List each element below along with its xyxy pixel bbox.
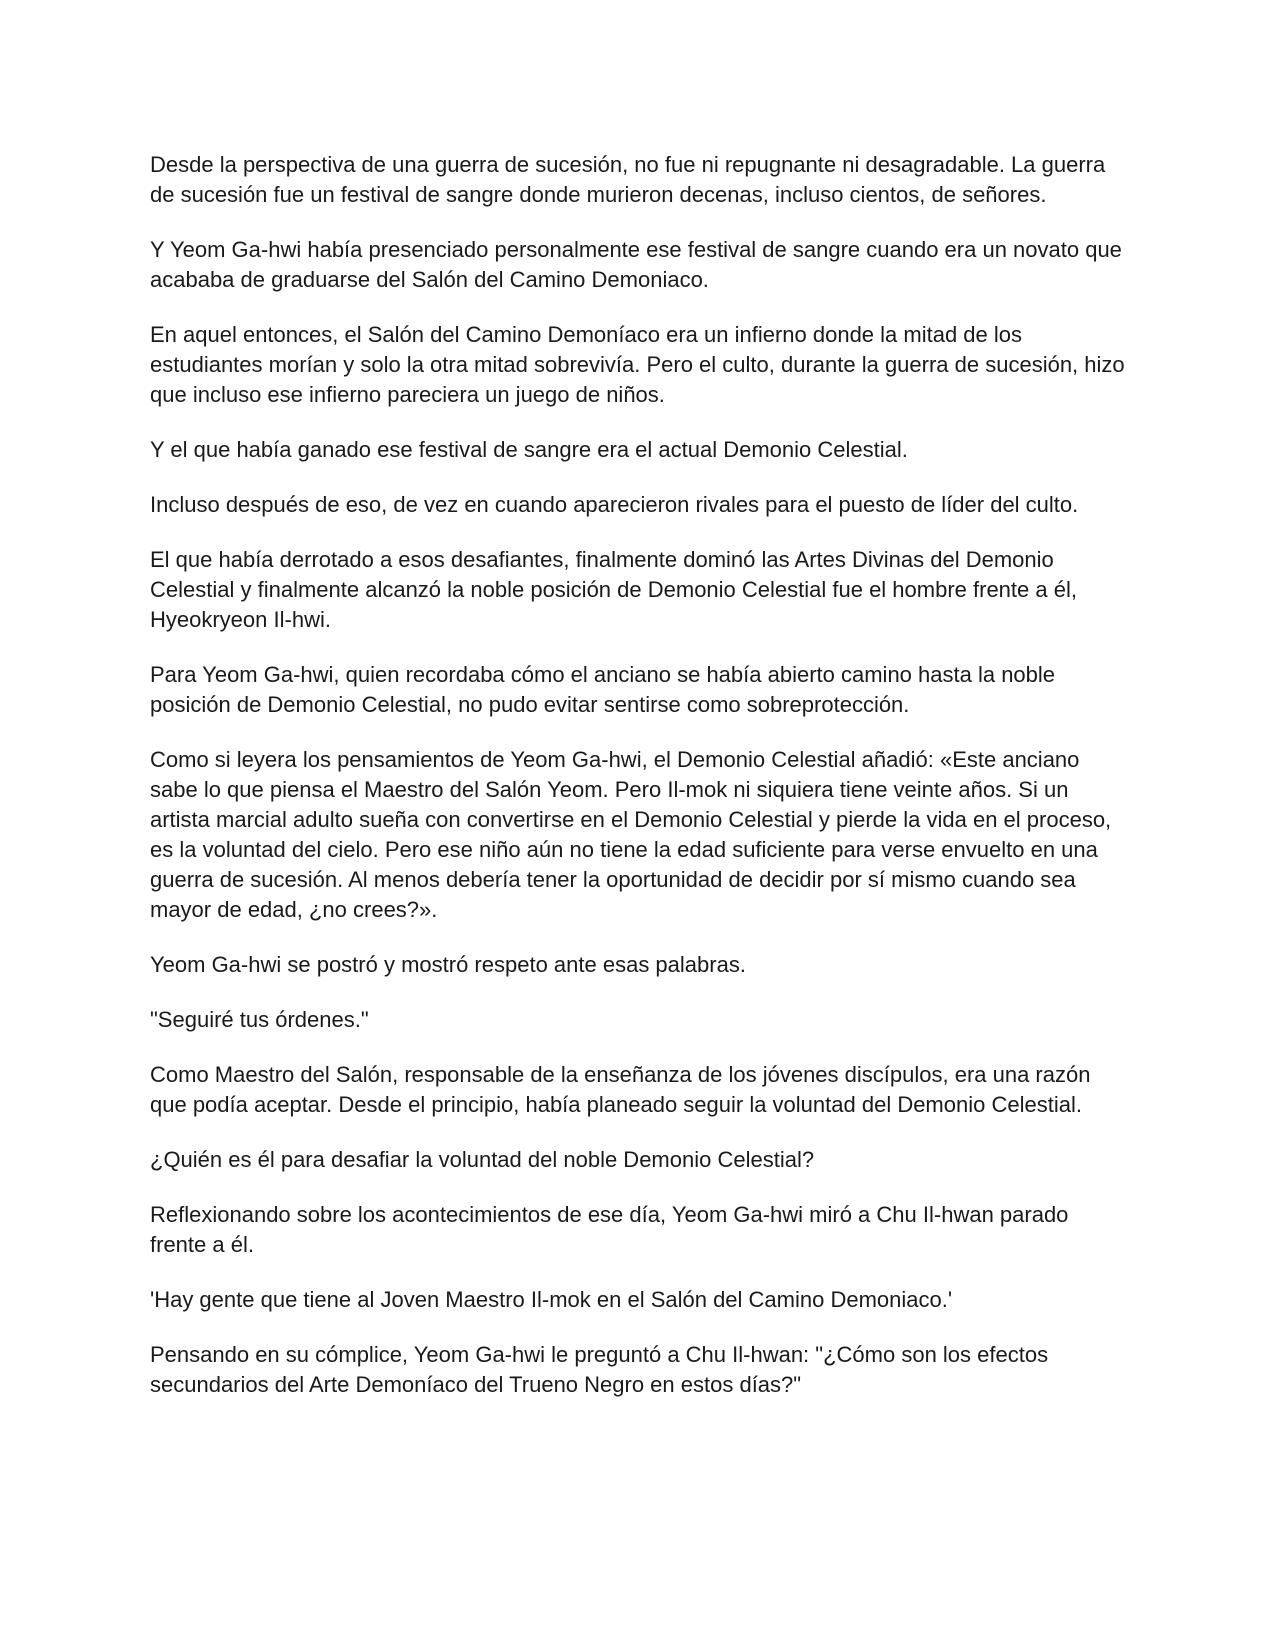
paragraph: Reflexionando sobre los acontecimientos de ese día, Yeom Ga-hwi miró a Chu Il-hwan parado frente a él. (150, 1202, 1069, 1257)
paragraph: Como Maestro del Salón, responsable de la enseñanza de los jóvenes discípulos, era una razón que podía aceptar. Desde el principio, había planeado seguir la voluntad del Demonio Celestial. (150, 1062, 1091, 1117)
paragraph: Yeom Ga-hwi se postró y mostró respeto ante esas palabras. (150, 952, 746, 977)
paragraph: Incluso después de eso, de vez en cuando aparecieron rivales para el puesto de líder del culto. (150, 492, 1079, 517)
paragraph: El que había derrotado a esos desafiantes, finalmente dominó las Artes Divinas del Demonio Celestial y finalmente alcanzó la noble posición de Demonio Celestial fue el hombre frente a él, Hyeokryeon Il-hwi. (150, 547, 1077, 632)
paragraph: Desde la perspectiva de una guerra de sucesión, no fue ni repugnante ni desagradable. La guerra de sucesión fue un festival de sangre donde murieron decenas, incluso cientos, de señores. (150, 152, 1106, 207)
paragraph: Y el que había ganado ese festival de sangre era el actual Demonio Celestial. (150, 437, 908, 462)
paragraph: Pensando en su cómplice, Yeom Ga-hwi le preguntó a Chu Il-hwan: "¿Cómo son los efectos secundarios del Arte Demoníaco del Trueno Negro en estos días?" (150, 1342, 1049, 1397)
paragraph: Para Yeom Ga-hwi, quien recordaba cómo el anciano se había abierto camino hasta la noble posición de Demonio Celestial, no pudo evitar sentirse como sobreprotección. (150, 662, 1056, 717)
document-body (150, 150, 1125, 1425)
paragraph: 'Hay gente que tiene al Joven Maestro Il-mok en el Salón del Camino Demoniaco.' (150, 1287, 953, 1312)
paragraph: Como si leyera los pensamientos de Yeom Ga-hwi, el Demonio Celestial añadió: «Este anciano sabe lo que piensa el Maestro del Salón Yeom. Pero Il-mok ni siquiera tiene veinte años. Si un artista marcial adulto sueña con convertirse en el Demonio Celestial y pierde la vida en el proceso, es la voluntad del cielo. Pero ese niño aún no tiene la edad suficiente para verse envuelto en una guerra de sucesión. Al menos debería tener la oportunidad de decidir por sí mismo cuando sea mayor de edad, ¿no crees?». (150, 747, 1112, 922)
paragraph: Y Yeom Ga-hwi había presenciado personalmente ese festival de sangre cuando era un novato que acababa de graduarse del Salón del Camino Demoniaco. (150, 237, 1122, 292)
paragraph: En aquel entonces, el Salón del Camino Demoníaco era un infierno donde la mitad de los estudiantes morían y solo la otra mitad sobrevivía. Pero el culto, durante la guerra de sucesión, hizo que incluso ese infierno pareciera un juego de niños. (150, 322, 1125, 407)
paragraph: ¿Quién es él para desafiar la voluntad del noble Demonio Celestial? (150, 1147, 815, 1172)
paragraph: "Seguiré tus órdenes." (150, 1007, 369, 1032)
